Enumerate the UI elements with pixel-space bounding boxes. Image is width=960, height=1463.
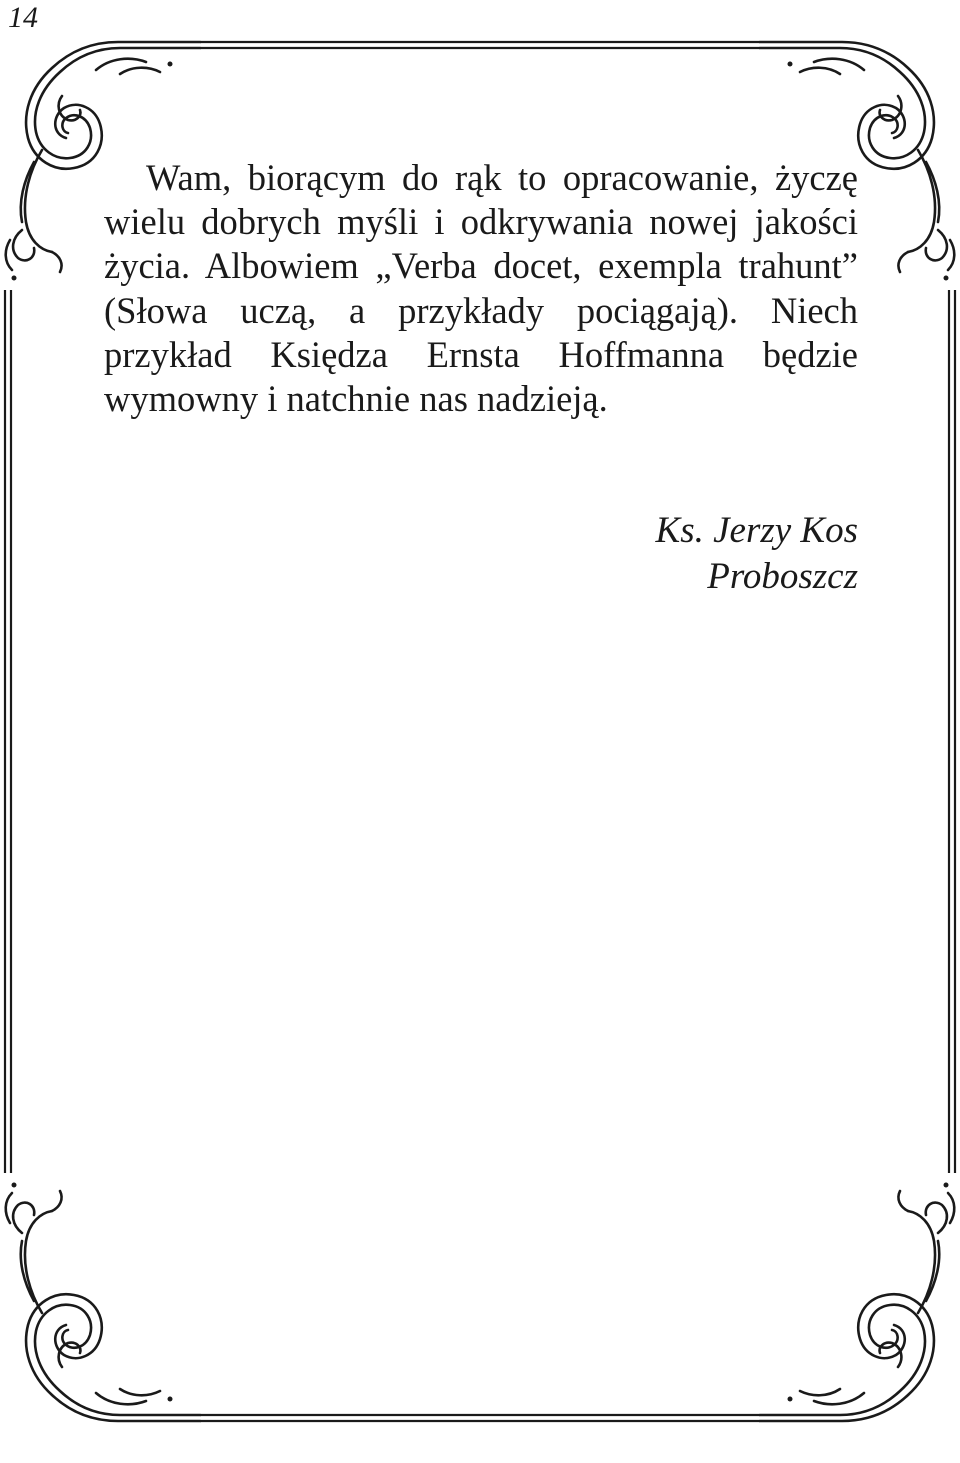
spiral-scroll-icon	[760, 1183, 954, 1422]
letter-paragraph	[104, 156, 858, 421]
page-number: 14	[8, 1, 38, 34]
signature-role: Proboszcz	[707, 556, 858, 597]
signature-block	[656, 508, 858, 600]
letter-text: Wam, biorącym do rąk to opracowanie, życzę wielu dobrych myśli i odkrywania nowej jakości życia. Albowiem „Verba docet, exempla trahunt” (Słowa uczą, a przykłady pociągają). Niech przykład Księdza Ernsta Hoffmanna będzie wymowny i natchnie nas nadzieją.	[104, 157, 858, 420]
signature-name: Ks. Jerzy Kos	[655, 510, 858, 551]
spiral-scroll-icon	[6, 1183, 200, 1422]
